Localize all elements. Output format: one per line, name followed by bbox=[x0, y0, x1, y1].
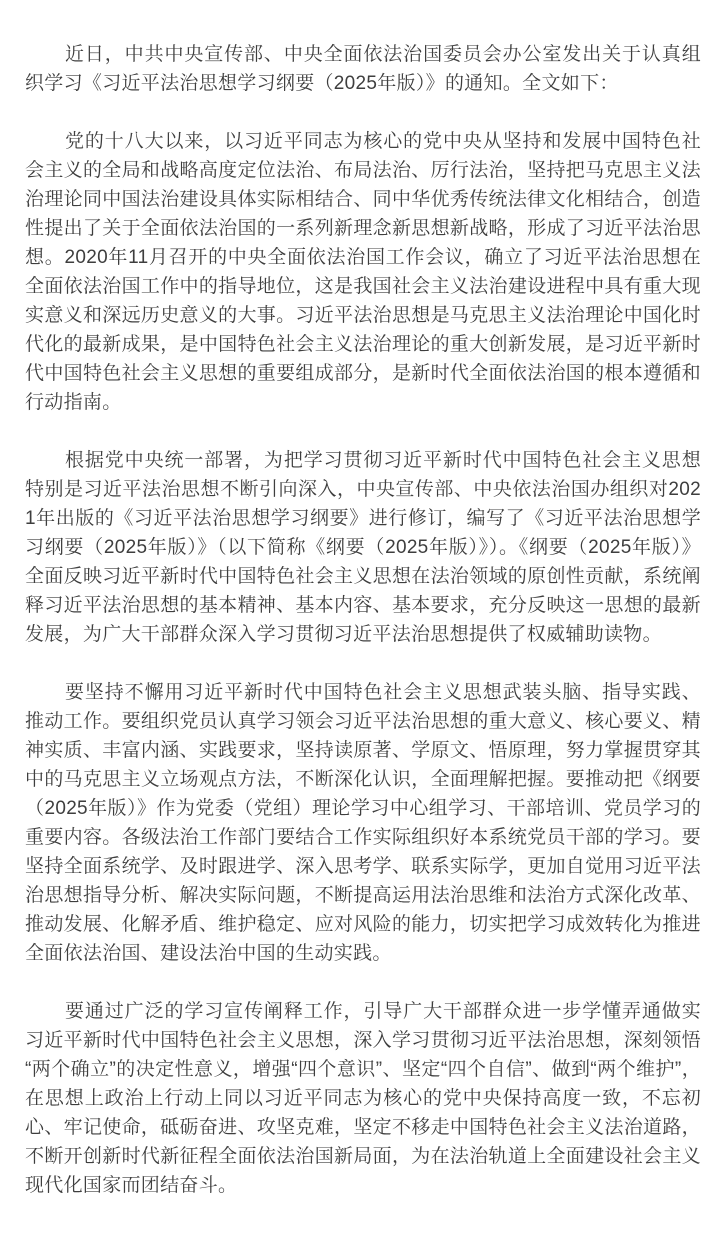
paragraph-publicity: 要通过广泛的学习宣传阐释工作，引导广大干部群众进一步学懂弄通做实习近平新时代中国特色社会主义思想，深入学习贯彻习近平法治思想，深刻领悟“两个确立”的决定性意义，增强“四个意识”、坚定“四个自信”、做到“两个维护”，在思想上政治上行动上同以习近平同志为核心的党中央保持高度一致，不忘初心、牢记使命，砥砺奋进、攻坚克难，坚定不移走中国特色社会主义法治道路，不断开创新时代新征程全面依法治国新局面，为在法治轨道上全面建设社会主义现代化国家而团结奋斗。 bbox=[25, 1001, 701, 1196]
paragraph-background: 党的十八大以来，以习近平同志为核心的党中央从坚持和发展中国特色社会主义的全局和战略高度定位法治、布局法治、厉行法治，坚持把马克思主义法治理论同中国法治建设具体实际相结合、同中华优秀传统法律文化相结合，创造性提出了关于全面依法治国的一系列新理念新思想新战略，形成了习近平法治思想。2020年11月召开的中央全面依法治国工作会议，确立了习近平法治思想在全面依法治国工作中的指导地位，这是我国社会主义法治建设进程中具有重大现实意义和深远历史意义的大事。习近平法治思想是马克思主义法治理论中国化时代化的最新成果，是中国特色社会主义法治理论的重大创新发展，是习近平新时代中国特色社会主义思想的重要组成部分，是新时代全面依法治国的根本遵循和行动指南。 bbox=[25, 131, 701, 413]
paragraph-revision: 根据党中央统一部署，为把学习贯彻习近平新时代中国特色社会主义思想特别是习近平法治思想不断引向深入，中央宣传部、中央依法治国办组织对2021年出版的《习近平法治思想学习纲要》进行修订，编写了《习近平法治思想学习纲要（2025年版）》（以下简称《纲要（2025年版）》）。《纲要（2025年版）》全面反映习近平新时代中国特色社会主义思想在法治领域的原创性贡献，系统阐释习近平法治思想的基本精神、基本内容、基本要求，充分反映这一思想的最新发展，为广大干部群众深入学习贯彻习近平法治思想提供了权威辅助读物。 bbox=[25, 450, 701, 645]
paragraph-study-requirements: 要坚持不懈用习近平新时代中国特色社会主义思想武装头脑、指导实践、推动工作。要组织党员认真学习领会习近平法治思想的重大意义、核心要义、精神实质、丰富内涵、实践要求，坚持读原著、学原文、悟原理，努力掌握贯穿其中的马克思主义立场观点方法，不断深化认识，全面理解把握。要推动把《纲要（2025年版）》作为党委（党组）理论学习中心组学习、干部培训、党员学习的重要内容。各级法治工作部门要结合工作实际组织好本系统党员干部的学习。要坚持全面系统学、及时跟进学、深入思考学、联系实际学，更加自觉用习近平法治思想指导分析、解决实际问题，不断提高运用法治思维和法治方式深化改革、推动发展、化解矛盾、维护稳定、应对风险的能力，切实把学习成效转化为推进全面依法治国、建设法治中国的生动实践。 bbox=[25, 682, 701, 964]
intro-paragraph: 近日，中共中央宣传部、中央全面依法治国委员会办公室发出关于认真组织学习《习近平法治思想学习纲要（2025年版）》的通知。全文如下： bbox=[25, 44, 701, 94]
